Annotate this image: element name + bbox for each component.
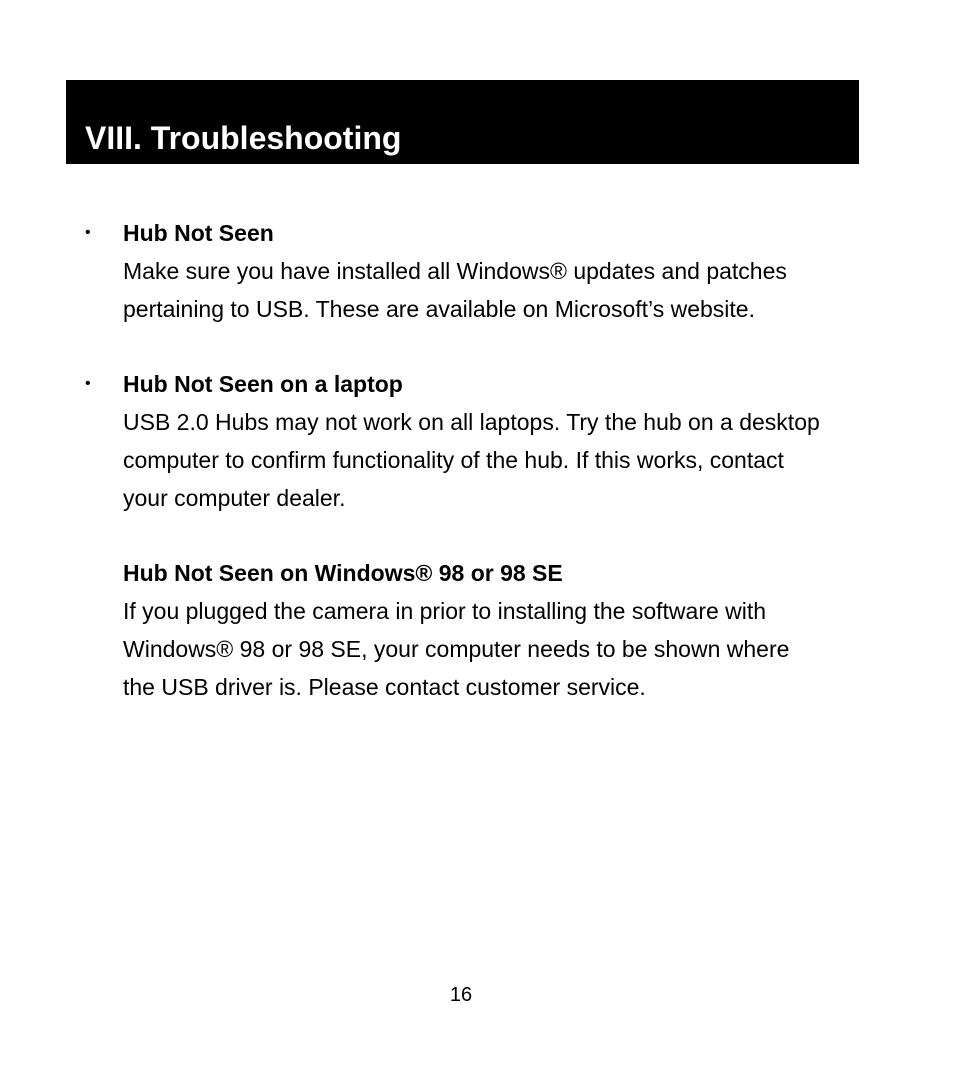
- page-number: 16: [449, 984, 473, 1006]
- item-heading: Hub Not Seen on Windows® 98 or 98 SE: [123, 560, 563, 586]
- item-text-line: Windows® 98 or 98 SE, your computer needs to be shown where: [123, 636, 790, 662]
- section-title-bar: [66, 80, 859, 164]
- troubleshooting-item: [85, 214, 903, 328]
- item-text-line: your computer dealer.: [123, 485, 346, 511]
- bullet-icon: •: [85, 224, 91, 241]
- page-title: VIII. Troubleshooting: [85, 120, 402, 156]
- item-text-line: the USB driver is. Please contact customer service.: [123, 674, 646, 700]
- item-heading: Hub Not Seen: [123, 220, 274, 246]
- troubleshooting-item: [123, 554, 903, 706]
- item-text-line: USB 2.0 Hubs may not work on all laptops. Try the hub on a desktop: [123, 409, 820, 435]
- item-text-line: Make sure you have installed all Windows® updates and patches: [123, 258, 787, 284]
- item-text-line: If you plugged the camera in prior to installing the software with: [123, 598, 767, 624]
- troubleshooting-item: [85, 365, 903, 517]
- bullet-icon: •: [85, 375, 91, 392]
- item-text-line: computer to confirm functionality of the hub. If this works, contact: [123, 447, 784, 473]
- item-heading: Hub Not Seen on a laptop: [123, 371, 403, 397]
- item-text-line: pertaining to USB. These are available on Microsoft’s website.: [123, 296, 755, 322]
